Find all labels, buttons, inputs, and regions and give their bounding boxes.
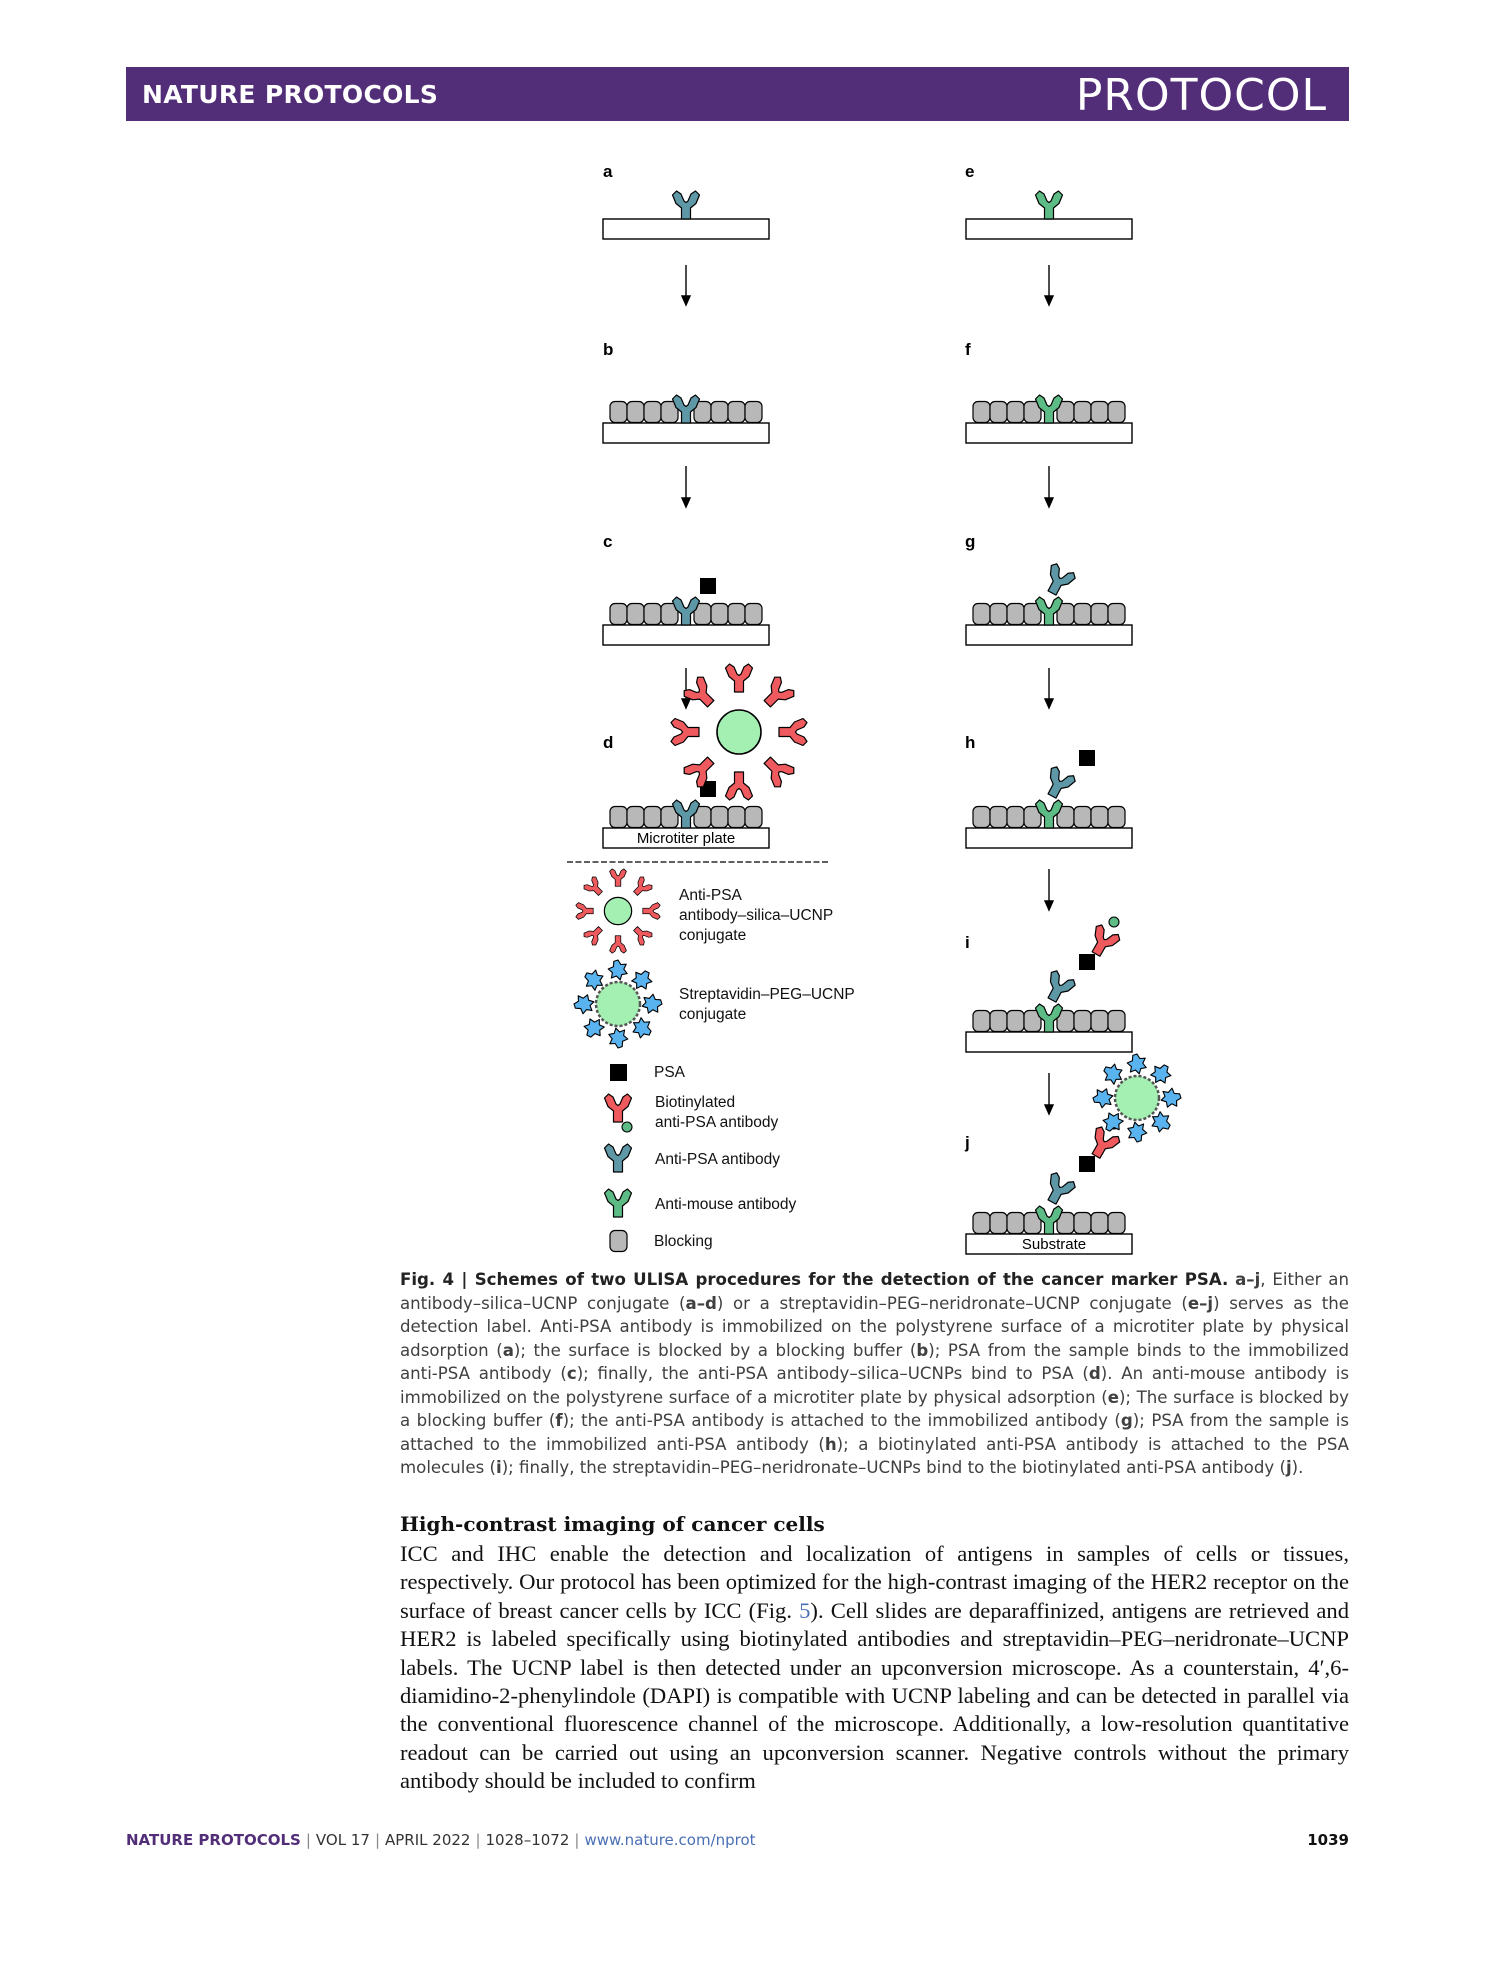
legend-conj1-line3: conjugate — [679, 927, 747, 944]
panel-label-d: d — [603, 733, 614, 752]
legend-biotin-line1: Biotinylated — [655, 1094, 736, 1111]
anti-psa-antibody-h — [1040, 765, 1077, 802]
article-type: PROTOCOL — [1075, 70, 1327, 121]
legend-antipsa-label: Anti-PSA antibody — [655, 1151, 780, 1168]
footer-date: APRIL 2022 — [385, 1831, 471, 1849]
anti-psa-antibody-g — [1040, 562, 1077, 599]
footer-journal: NATURE PROTOCOLS — [126, 1831, 301, 1849]
legend-silica-conjugate-icon — [576, 869, 660, 953]
legend-conj2-line2: conjugate — [679, 1006, 747, 1023]
plate-label: Microtiter plate — [636, 830, 736, 847]
legend — [574, 869, 662, 1252]
legend-biotin-line2: anti-PSA antibody — [655, 1114, 779, 1131]
legend-biotinylated-icon — [605, 1094, 632, 1122]
psa-i — [1079, 954, 1095, 970]
section-title: High-contrast imaging of cancer cells — [400, 1512, 825, 1536]
legend-antimouse-label: Anti-mouse antibody — [655, 1196, 797, 1213]
plate-c — [603, 625, 769, 645]
legend-conj1-line2: antibody–silica–UCNP — [679, 907, 834, 924]
anti-psa-antibody-i — [1040, 969, 1077, 1006]
legend-psa-icon — [610, 1064, 627, 1081]
caption-bold-range: a–j — [1235, 1270, 1261, 1289]
body-paragraph: ICC and IHC enable the detection and localization of antigens in samples of cells or tissues, respectively. Our protocol has been optimized for the high-contrast imaging of the HER2 receptor on the surface of breast cancer cells by ICC (Fig. 5). Cell slides are deparaffinized, antigens are retrieved and HER2 is labeled specifically using biotinylated antibodies and streptavidin–PEG–neridronate–UCNP labels. The UCNP label is then detected under an upconversion microscope. As a counterstain, 4′,6-diamidino-2-phenylindole (DAPI) is compatible with UCNP labeling and can be detected in parallel via the conventional fluorescence channel of the microscope. Additionally, a low-resolution quantitative readout can be carried out using an upconversion scanner. Negative controls without the primary antibody should be included to confirm — [400, 1541, 1349, 1794]
caption-title: Fig. 4 | Schemes of two ULISA procedures for the detection of the cancer marker PSA. — [400, 1270, 1229, 1289]
page-number: 1039 — [1307, 1831, 1349, 1849]
substrate-label: Substrate — [1021, 1236, 1087, 1253]
panel-label-j: j — [965, 1133, 970, 1152]
panel-label-a: a — [603, 162, 613, 181]
plate-f — [966, 423, 1132, 443]
legend-blocking-label: Blocking — [654, 1233, 713, 1250]
panel-label-b: b — [603, 340, 614, 359]
streptavidin-ucnp-conjugate-j — [1093, 1054, 1181, 1142]
panel-label-g: g — [965, 532, 976, 551]
biotin-i — [1109, 917, 1119, 927]
legend-conj1-line1: Anti-PSA — [679, 887, 742, 904]
panel-label-c: c — [603, 532, 613, 551]
legend-conj2-line1: Streptavidin–PEG–UCNP — [679, 986, 855, 1003]
legend-anti-psa-icon — [605, 1144, 632, 1172]
page-footer: NATURE PROTOCOLS | VOL 17 | APRIL 2022 | 1028–1072 | www.nature.com/nprot 1039 — [126, 1831, 1349, 1849]
anti-mouse-antibody-e — [1036, 191, 1063, 219]
footer-url-link[interactable]: www.nature.com/nprot — [584, 1831, 756, 1849]
panel-label-i: i — [965, 933, 970, 952]
psa-h — [1079, 750, 1095, 766]
anti-psa-antibody-j — [1040, 1171, 1077, 1208]
figure-caption: Fig. 4 | Schemes of two ULISA procedures for the detection of the cancer marker PSA. a–j, Either an antibody–silica–UCNP conjugate (a–d) or a streptavidin–PEG–neridronate–UCNP conjugate (e–j) serves as the detection label. Anti-PSA antibody is immobilized on the polystyrene surface of a microtiter plate by physical adsorption (a); the surface is blocked by a blocking buffer (b); PSA from the sample binds to the immobilized anti-PSA antibody (c); finally, the anti-PSA antibody–silica–UCNPs bind to PSA (d). An anti-mouse antibody is immobilized on the polystyrene surface of a microtiter plate by physical adsorption (e); The surface is blocked by a blocking buffer (f); the anti-PSA antibody is attached to the immobilized antibody (g); PSA from the sample is attached to the immobilized anti-PSA antibody (h); a biotinylated anti-PSA antibody is attached to the PSA molecules (i); finally, the streptavidin–PEG–neridronate–UCNPs bind to the biotinylated anti-PSA antibody (j). — [400, 1270, 1350, 1477]
plate-e — [966, 219, 1132, 239]
figure-5-link[interactable]: 5 — [799, 1597, 811, 1623]
legend-anti-mouse-icon — [605, 1189, 632, 1217]
plate-a — [603, 219, 769, 239]
panel-label-h: h — [965, 733, 976, 752]
footer-pages: 1028–1072 — [485, 1831, 570, 1849]
legend-psa-label: PSA — [654, 1064, 686, 1081]
plate-h — [966, 828, 1132, 848]
anti-psa-antibody-a — [673, 191, 700, 219]
plate-b — [603, 423, 769, 443]
panel-label-e: e — [965, 162, 975, 181]
legend-streptavidin-conjugate-icon — [574, 960, 662, 1048]
panel-label-f: f — [965, 340, 971, 359]
plate-i — [966, 1032, 1132, 1052]
plate-g — [966, 625, 1132, 645]
legend-blocking-icon — [610, 1231, 627, 1252]
journal-name: NATURE PROTOCOLS — [142, 80, 439, 109]
psa-c — [700, 578, 716, 594]
footer-volume: VOL 17 — [315, 1831, 370, 1849]
psa-j — [1079, 1156, 1095, 1172]
silica-ucnp-conjugate-d — [671, 664, 807, 800]
